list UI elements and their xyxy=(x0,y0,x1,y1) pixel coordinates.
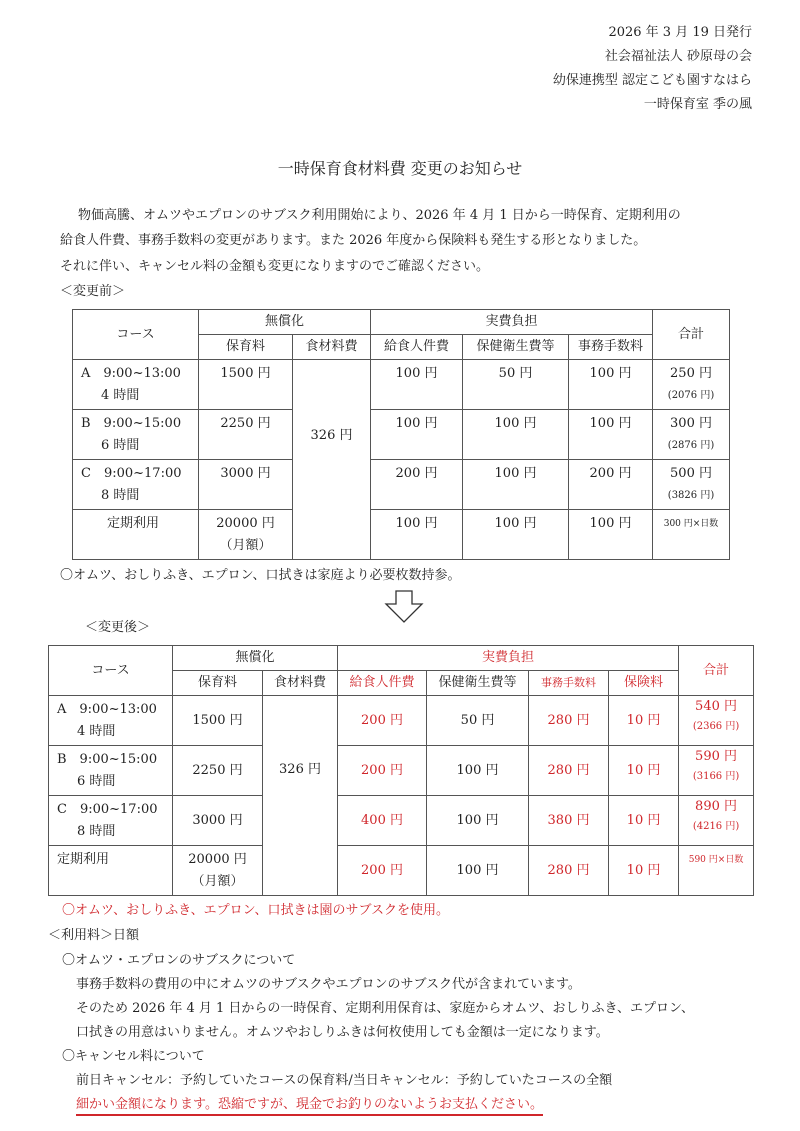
childcare-note: （月額） xyxy=(191,874,244,889)
hygiene-fee: 100 円 xyxy=(494,516,537,531)
admin-fee: 100 円 xyxy=(589,366,632,381)
header-total: 合計 xyxy=(679,646,754,696)
total-fee: 890 円 xyxy=(695,799,737,814)
admin-fee: 280 円 xyxy=(529,696,609,746)
intro-line-2: 給食人件費、事務手数料の変更があります。また 2026 年度から保険料も発生する形となりました。 xyxy=(60,233,647,248)
table-row xyxy=(49,796,754,846)
header-meal-staff: 給食人件費 xyxy=(371,335,463,360)
header-course: コース xyxy=(73,310,199,360)
table-row xyxy=(73,410,730,460)
header-free-group: 無償化 xyxy=(199,310,371,335)
childcare-fee: 2250 円 xyxy=(220,416,271,431)
header-free-group: 無償化 xyxy=(173,646,338,671)
header-hygiene: 保健衛生費等 xyxy=(463,335,569,360)
childcare-fee: 2250 円 xyxy=(173,746,263,796)
total-fee: 250 円 xyxy=(670,366,712,381)
meal-staff-fee: 100 円 xyxy=(395,366,438,381)
admin-fee: 280 円 xyxy=(529,746,609,796)
food-fee-shared: 326 円 xyxy=(263,696,338,896)
childcare-fee: 20000 円 xyxy=(188,852,247,867)
course-hours: 8 時間 xyxy=(101,488,140,503)
before-note: 〇オムツ、おしりふき、エプロン、口拭きは家庭より必要枚数持参。 xyxy=(60,568,461,583)
course-label: 定期利用 xyxy=(57,852,110,867)
table-row xyxy=(49,746,754,796)
course-label: A 9:00~13:00 xyxy=(81,366,181,381)
table-row xyxy=(49,846,754,896)
page-title: 一時保育食材料費 変更のお知らせ xyxy=(277,159,523,178)
intro-line-3: それに伴い、キャンセル料の金額も変更になりますのでご確認ください。 xyxy=(60,259,490,274)
course-hours: 6 時間 xyxy=(101,438,140,453)
cancel-warning: 細かい金額になります。恐縮ですが、現金でお釣りのないようお支払ください。 xyxy=(76,1097,543,1116)
childcare-fee: 3000 円 xyxy=(173,796,263,846)
header-actual-group: 実費負担 xyxy=(338,646,679,671)
hygiene-fee: 100 円 xyxy=(427,796,529,846)
room-name: 一時保育室 季の風 xyxy=(643,97,752,112)
total-fee: 500 円 xyxy=(670,466,712,481)
header-course: コース xyxy=(49,646,173,696)
meal-staff-fee: 200 円 xyxy=(338,746,427,796)
meal-staff-fee: 200 円 xyxy=(338,846,427,896)
course-hours: 8 時間 xyxy=(77,824,116,839)
table-row xyxy=(49,696,754,746)
total-fee: 300 円 xyxy=(670,416,712,431)
hygiene-fee: 50 円 xyxy=(498,366,533,381)
hygiene-fee: 100 円 xyxy=(427,746,529,796)
header-food-fee: 食材料費 xyxy=(293,335,371,360)
subscription-line-3: 口拭きの用意はいりません。オムツやおしりふきは何枚使用しても金額は一定になります。 xyxy=(76,1025,609,1040)
subscription-line-2: そのため 2026 年 4 月 1 日からの一時保育、定期利用保育は、家庭からオムツ、おしりふき、エプロン、 xyxy=(76,1001,694,1016)
cancel-policy: 前日キャンセル：予約していたコースの保育料/当日キャンセル：予約していたコースの全額 xyxy=(76,1073,613,1088)
total-note: (3826 円) xyxy=(667,490,715,501)
organization-name: 社会福祉法人 砂原母の会 xyxy=(604,49,752,64)
after-fee-table xyxy=(48,645,754,896)
total-note: (2076 円) xyxy=(667,390,715,401)
insurance-fee: 10 円 xyxy=(609,696,679,746)
total-note: (2876 円) xyxy=(667,440,715,451)
childcare-fee: 3000 円 xyxy=(220,466,271,481)
childcare-fee: 20000 円 xyxy=(216,516,275,531)
down-arrow-icon xyxy=(384,590,424,624)
usage-heading: ＜利用料＞日額 xyxy=(48,928,140,943)
childcare-note: （月額） xyxy=(219,538,272,553)
meal-staff-fee: 100 円 xyxy=(395,416,438,431)
total-note: 590 円×日数 xyxy=(688,855,744,865)
course-hours: 4 時間 xyxy=(101,388,140,403)
meal-staff-fee: 400 円 xyxy=(338,796,427,846)
total-note: 300 円×日数 xyxy=(663,519,719,529)
table-row xyxy=(73,460,730,510)
hygiene-fee: 50 円 xyxy=(427,696,529,746)
childcare-fee: 1500 円 xyxy=(173,696,263,746)
meal-staff-fee: 200 円 xyxy=(395,466,438,481)
course-label: A 9:00~13:00 xyxy=(57,702,157,717)
insurance-fee: 10 円 xyxy=(609,846,679,896)
header-childcare-fee: 保育料 xyxy=(173,671,263,696)
course-label: C 9:00~17:00 xyxy=(57,802,158,817)
header-food-fee: 食材料費 xyxy=(263,671,338,696)
total-note: (4216 円) xyxy=(692,821,740,832)
intro-line-1: 物価高騰、オムツやエプロンのサブスク利用開始により、2026 年 4 月 1 日から一時保育、定期利用の xyxy=(78,208,681,223)
header-admin-fee: 事務手数料 xyxy=(529,671,609,696)
cancel-heading: 〇キャンセル料について xyxy=(62,1049,205,1064)
after-note: 〇オムツ、おしりふき、エプロン、口拭きは園のサブスクを使用。 xyxy=(62,903,450,918)
issue-date: 2026 年 3 月 19 日発行 xyxy=(608,25,752,40)
table-row xyxy=(73,360,730,410)
course-hours: 4 時間 xyxy=(77,724,116,739)
table-row xyxy=(73,510,730,560)
total-fee: 540 円 xyxy=(695,699,737,714)
total-note: (2366 円) xyxy=(692,721,740,732)
insurance-fee: 10 円 xyxy=(609,746,679,796)
total-fee: 590 円 xyxy=(695,749,737,764)
subscription-heading: 〇オムツ・エプロンのサブスクについて xyxy=(62,953,296,968)
header-actual-group: 実費負担 xyxy=(371,310,653,335)
header-total: 合計 xyxy=(653,310,730,360)
hygiene-fee: 100 円 xyxy=(427,846,529,896)
admin-fee: 200 円 xyxy=(589,466,632,481)
header-childcare-fee: 保育料 xyxy=(199,335,293,360)
header-hygiene: 保健衛生費等 xyxy=(427,671,529,696)
admin-fee: 280 円 xyxy=(529,846,609,896)
course-label: 定期利用 xyxy=(107,516,160,531)
admin-fee: 100 円 xyxy=(589,416,632,431)
food-fee-shared: 326 円 xyxy=(293,360,371,560)
course-label: B 9:00~15:00 xyxy=(57,752,158,767)
hygiene-fee: 100 円 xyxy=(494,466,537,481)
subscription-line-1: 事務手数料の費用の中にオムツのサブスクやエプロンのサブスク代が含まれています。 xyxy=(76,977,581,992)
header-insurance: 保険料 xyxy=(609,671,679,696)
course-label: B 9:00~15:00 xyxy=(81,416,182,431)
total-note: (3166 円) xyxy=(692,771,740,782)
header-meal-staff: 給食人件費 xyxy=(338,671,427,696)
admin-fee: 100 円 xyxy=(589,516,632,531)
admin-fee: 380 円 xyxy=(529,796,609,846)
insurance-fee: 10 円 xyxy=(609,796,679,846)
school-name: 幼保連携型 認定こども園すなはら xyxy=(552,73,752,88)
hygiene-fee: 100 円 xyxy=(494,416,537,431)
after-label: ＜変更後＞ xyxy=(85,620,151,635)
childcare-fee: 1500 円 xyxy=(220,366,271,381)
course-hours: 6 時間 xyxy=(77,774,116,789)
meal-staff-fee: 200 円 xyxy=(338,696,427,746)
before-label: ＜変更前＞ xyxy=(60,284,126,299)
header-admin-fee: 事務手数料 xyxy=(569,335,653,360)
meal-staff-fee: 100 円 xyxy=(395,516,438,531)
course-label: C 9:00~17:00 xyxy=(81,466,182,481)
before-fee-table xyxy=(72,309,730,560)
